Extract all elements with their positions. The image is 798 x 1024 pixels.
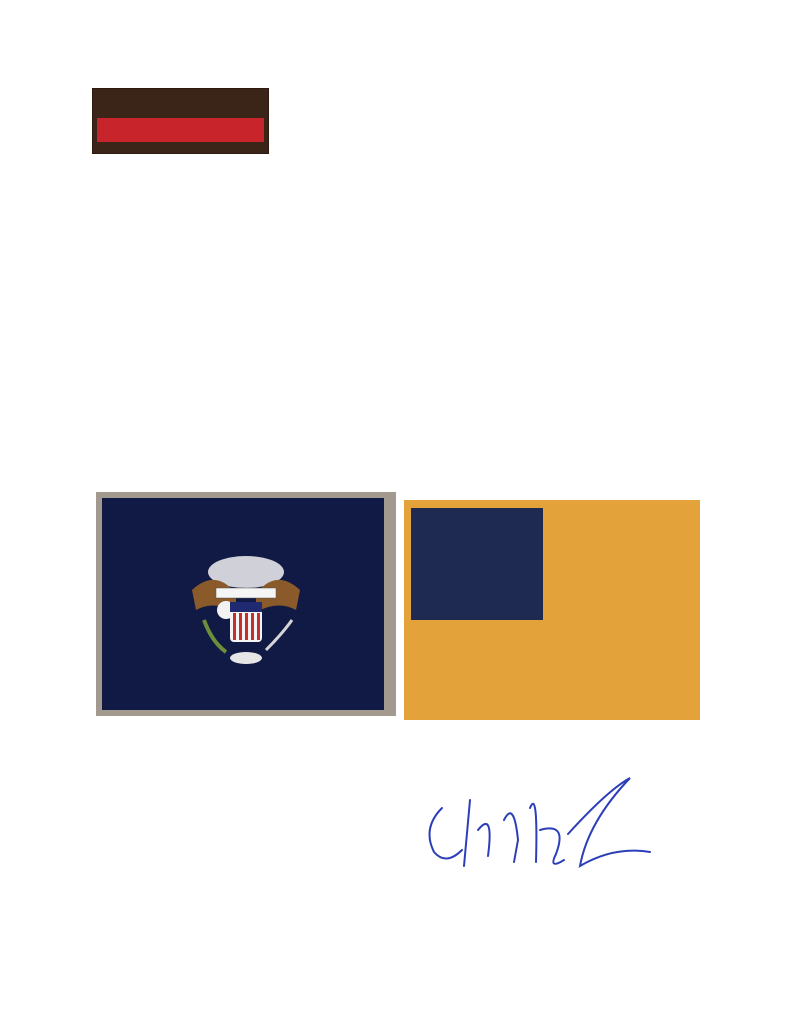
us-flag-image <box>404 500 700 720</box>
signature-donna <box>96 795 356 843</box>
presidential-flag-image <box>96 492 396 716</box>
auction-logo <box>92 88 269 154</box>
logo-red-band <box>97 118 264 142</box>
signature-chuck <box>418 770 658 880</box>
flag-canton <box>411 508 543 620</box>
